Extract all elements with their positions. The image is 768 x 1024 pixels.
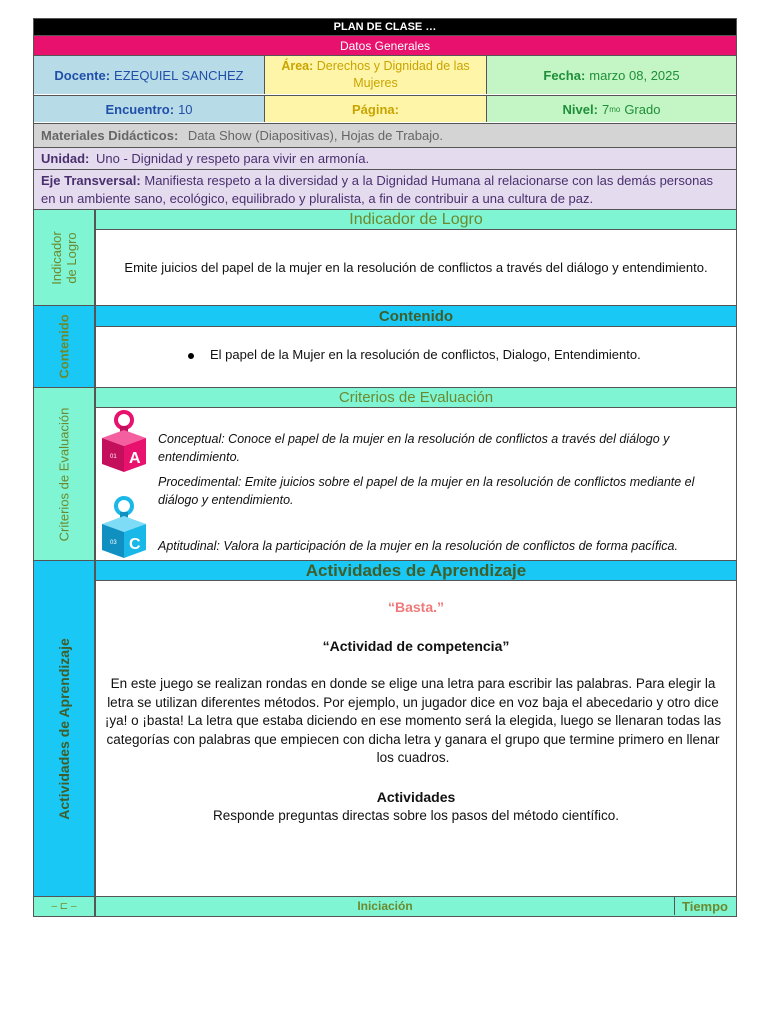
general-data-bar — [33, 36, 737, 56]
indicador-side — [33, 210, 95, 306]
unidad-value: Uno - Dignidad y respeto para vivir en armonía. — [96, 151, 370, 166]
indicador-box — [95, 230, 737, 306]
nivel-cell — [487, 96, 736, 122]
plan-title-bar — [33, 18, 737, 36]
eje-label: Eje Transversal: — [41, 173, 141, 188]
encuentro-value: 10 — [178, 101, 193, 117]
indicador-text: Emite juicios del papel de la mujer en la resolución de conflictos a través del diálogo y entendimiento. — [124, 260, 708, 275]
cube-a-num: 01 — [110, 454, 117, 460]
tiempo-cell — [674, 897, 736, 915]
criterios-header — [95, 388, 737, 408]
fecha-value: marzo 08, 2025 — [589, 67, 680, 83]
contenido-title: Contenido — [378, 307, 454, 325]
actividades-header — [95, 561, 737, 581]
unidad-label: Unidad: — [41, 151, 90, 166]
contenido-header — [95, 306, 737, 327]
cube-c-letter: C — [129, 536, 141, 553]
actividades-side — [33, 561, 95, 897]
docente-value: EZEQUIEL SANCHEZ — [114, 67, 244, 83]
actividades-box — [95, 581, 737, 897]
activities-heading: Actividades — [376, 789, 456, 805]
criterios-title: Criterios de Evaluación — [338, 389, 494, 406]
indicador-side-label: Indicador de Logro — [49, 230, 79, 285]
nivel-label: Nivel: — [562, 101, 598, 117]
area-cell — [265, 56, 487, 94]
docente-label: Docente: — [54, 67, 111, 83]
general-row-2 — [33, 96, 737, 124]
materiales-label: Materiales Didácticos: — [41, 128, 179, 143]
eje-row — [33, 170, 737, 210]
criterio-procedimental: Procedimental: Emite juicios sobre el papel de la mujer en la resolución de conflictos mediante el diálogo y entendimiento. — [158, 475, 695, 507]
materiales-row — [33, 124, 737, 148]
unidad-row — [33, 148, 737, 170]
criterio-conceptual: Conceptual: Conoce el papel de la mujer en la resolución de conflictos a través del diálogo y entendimiento. — [158, 432, 670, 464]
nivel-sup: mo — [609, 104, 621, 114]
actividades-title: Actividades de Aprendizaje — [305, 560, 527, 580]
cube-a-letter: A — [129, 450, 141, 467]
iniciacion-label: Iniciación — [357, 899, 413, 913]
encuentro-label: Encuentro: — [105, 101, 175, 117]
contenido-bullet-text: El papel de la Mujer en la resolución de conflictos, Dialogo, Entendimiento. — [210, 347, 641, 362]
encuentro-cell — [34, 96, 265, 122]
activity-subtitle: “Actividad de competencia” — [322, 638, 510, 654]
cube-a-icon — [98, 408, 150, 474]
area-value: Derechos y Dignidad de las Mujeres — [316, 59, 470, 90]
contenido-box — [95, 327, 737, 388]
general-data-title: Datos Generales — [339, 38, 431, 53]
general-row-1 — [33, 56, 737, 96]
cube-c-icon — [98, 494, 150, 560]
criterios-side — [33, 388, 95, 561]
fecha-label: Fecha: — [543, 67, 586, 83]
iniciacion-cell — [96, 897, 675, 915]
actividades-side-label: Actividades de Aprendizaje — [56, 637, 73, 820]
eje-value: Manifiesta respeto a la diversidad y a la Dignidad Humana al relacionarse con las demás personas en un ambiente sano, ecológico, equilibrado y pluralista, a fin de contribuir a una cultura de paz. — [41, 173, 714, 206]
nivel-grade: Grado — [624, 101, 661, 117]
docente-cell — [34, 56, 265, 94]
contenido-bullet-item — [188, 347, 641, 362]
criterios-box — [95, 408, 737, 561]
indicador-title: Indicador de Logro — [349, 210, 483, 228]
bullet-icon — [188, 353, 194, 359]
plan-title: PLAN DE CLASE … — [333, 21, 437, 33]
game-title: “Basta.” — [387, 599, 445, 615]
contenido-side-label: Contenido — [56, 314, 72, 379]
contenido-side — [33, 306, 95, 388]
materiales-value: Data Show (Diapositivas), Hojas de Trabajo. — [187, 128, 443, 143]
area-label: Área: — [281, 59, 314, 73]
tiempo-label: Tiempo — [682, 898, 728, 914]
footer-side-marks: – ⊏ – — [51, 901, 77, 912]
footer-side — [33, 897, 95, 917]
cube-c-num: 03 — [110, 540, 117, 546]
nivel-number: 7 — [601, 101, 610, 117]
indicador-header — [95, 210, 737, 230]
activity-paragraph: En este juego se realizan rondas en donde se elige una letra para escribir las palabras. Para elegir la letra se utilizan diferentes métodos. Por ejemplo, un jugador dice en voz baja el abecedario y otro dice ¡ya! o ¡basta! La letra que estaba diciendo en ese momento será la elegida, luego se llenaran todas las categorías con palabras que empiecen con dicha letra y ganara el grupo que termine primero en llenar los cuadros. — [104, 676, 722, 765]
pagina-label: Página: — [352, 101, 399, 117]
criterios-side-label: Criterios de Evaluación — [56, 407, 72, 541]
activities-text: Responde preguntas directas sobre los pasos del método científico. — [213, 808, 619, 823]
fecha-cell — [487, 56, 736, 94]
criterio-aptitudinal: Aptitudinal: Valora la participación de la mujer en la resolución de conflictos de forma pacífica. — [158, 539, 678, 553]
footer-bar — [95, 897, 737, 917]
pagina-cell — [265, 96, 487, 122]
